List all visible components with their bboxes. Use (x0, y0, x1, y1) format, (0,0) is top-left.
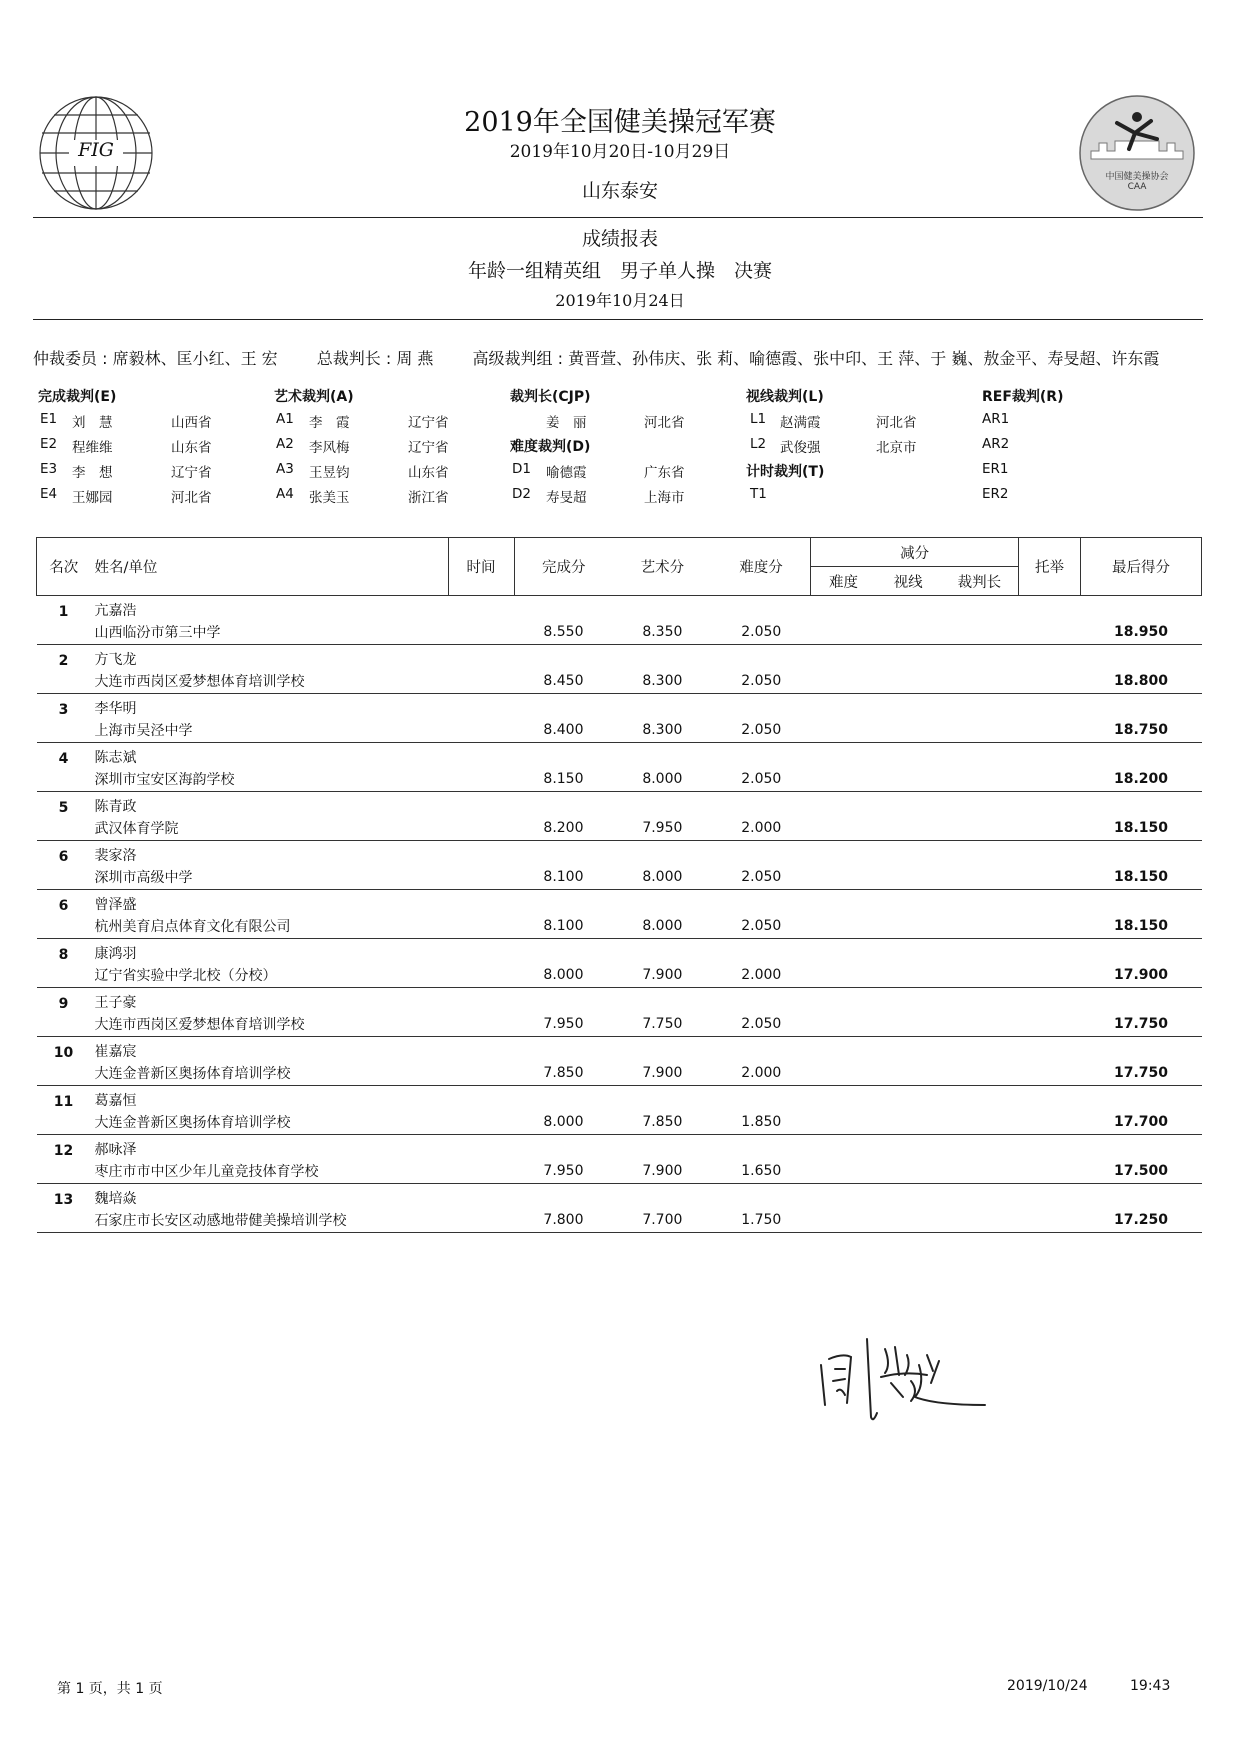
athlete-unit: 武汉体育学院 (90, 816, 448, 841)
line-prov-1: 河北省 (876, 415, 917, 431)
athlete-name: 亢嘉浩 (94, 603, 137, 619)
diff-score: 1.850 (712, 1110, 811, 1135)
diff-score: 2.050 (712, 767, 811, 792)
col-lift: 托举 (1019, 538, 1081, 596)
difficulty-title: 难度裁判(D) (510, 439, 591, 455)
diff-score: 1.650 (712, 1159, 811, 1184)
time-code: T1 (750, 486, 767, 502)
athlete-unit: 杭州美育启点体育文化有限公司 (90, 914, 448, 939)
diff-prov-2: 上海市 (644, 490, 685, 506)
rank: 11 (53, 1094, 74, 1110)
athlete-unit: 深圳市高级中学 (90, 865, 448, 890)
exec-score: 8.150 (514, 767, 613, 792)
athlete-unit: 大连金普新区奥扬体育培训学校 (90, 1061, 448, 1086)
art-score: 7.850 (613, 1110, 712, 1135)
final-score: 17.700 (1081, 1110, 1202, 1135)
caa-logo-cn: 中国健美操协会 (1105, 172, 1169, 182)
fig-logo-text: FIG (78, 139, 114, 161)
cjp-prov: 河北省 (644, 415, 685, 431)
exec-score: 8.100 (514, 865, 613, 890)
competition-title: 2019年全国健美操冠军赛 (464, 107, 776, 138)
art-prov-4: 浙江省 (408, 490, 449, 506)
exec-code-4: E4 (40, 486, 58, 502)
final-score: 17.750 (1081, 1061, 1202, 1086)
diff-score: 2.000 (712, 1061, 811, 1086)
athlete-name: 康鸿羽 (94, 946, 137, 962)
table-row-unit (37, 1159, 1202, 1184)
exec-code-1: E1 (40, 411, 58, 427)
diff-score: 2.050 (712, 865, 811, 890)
exec-score: 8.450 (514, 669, 613, 694)
exec-prov-3: 辽宁省 (171, 465, 212, 481)
art-score: 7.750 (613, 1012, 712, 1037)
diff-code-2: D2 (512, 486, 531, 502)
table-row (37, 743, 1202, 768)
report-event: 年龄一组精英组 男子单人操 决赛 (467, 260, 772, 282)
table-row-unit (37, 914, 1202, 939)
athlete-name: 陈青政 (94, 799, 137, 815)
table-row (37, 841, 1202, 866)
exec-name-4: 王娜园 (72, 490, 113, 506)
art-score: 8.350 (613, 620, 712, 645)
line-code-1: L1 (750, 411, 767, 427)
table-row-unit (37, 669, 1202, 694)
judges-panels (38, 386, 1198, 506)
table-row (37, 645, 1202, 670)
exec-name-3: 李 想 (72, 465, 113, 481)
table-row (37, 694, 1202, 719)
final-score: 18.150 (1081, 865, 1202, 890)
table-row-unit (37, 718, 1202, 743)
diff-name-1: 喻德霞 (546, 465, 587, 481)
col-exec: 完成分 (514, 538, 613, 596)
final-score: 18.800 (1081, 669, 1202, 694)
rank: 5 (58, 800, 69, 816)
art-prov-2: 辽宁省 (408, 440, 449, 456)
final-score: 17.500 (1081, 1159, 1202, 1184)
ref-code-2: AR2 (982, 436, 1010, 452)
art-score: 8.000 (613, 865, 712, 890)
cjp-title: 裁判长(CJP) (510, 389, 591, 405)
execution-title: 完成裁判(E) (38, 389, 117, 405)
athlete-unit: 大连市西岗区爱梦想体育培训学校 (90, 669, 448, 694)
exec-score: 7.800 (514, 1208, 613, 1233)
table-row-unit (37, 1012, 1202, 1037)
col-time: 时间 (448, 538, 514, 596)
col-deduct-diff: 难度 (811, 567, 876, 596)
exec-code-2: E2 (40, 436, 58, 452)
diff-score: 2.050 (712, 718, 811, 743)
report-date: 2019年10月24日 (555, 291, 685, 310)
table-row (37, 1184, 1202, 1209)
exec-prov-4: 河北省 (171, 490, 212, 506)
art-code-3: A3 (276, 461, 294, 477)
competition-dates: 2019年10月20日-10月29日 (509, 142, 731, 162)
athlete-unit: 辽宁省实验中学北校（分校） (90, 963, 448, 988)
diff-score: 2.050 (712, 669, 811, 694)
print-time: 19:43 (1130, 1678, 1171, 1694)
diff-score: 2.000 (712, 816, 811, 841)
jury-chief: 总裁判长 : 周 燕 (316, 349, 434, 368)
table-row-unit (37, 620, 1202, 645)
final-score: 17.750 (1081, 1012, 1202, 1037)
athlete-name: 葛嘉恒 (94, 1093, 137, 1109)
exec-score: 8.000 (514, 1110, 613, 1135)
page-indicator: 第 1 页，共 1 页 (57, 1681, 163, 1697)
table-row-unit (37, 1061, 1202, 1086)
final-score: 17.250 (1081, 1208, 1202, 1233)
header-divider (33, 217, 1203, 218)
rank: 6 (58, 849, 69, 865)
rank: 2 (58, 653, 69, 669)
jury-line (33, 346, 1163, 369)
athlete-unit: 深圳市宝安区海韵学校 (90, 767, 448, 792)
diff-score: 2.000 (712, 963, 811, 988)
art-name-2: 李风梅 (309, 440, 350, 456)
col-rank: 名次 (37, 538, 91, 596)
athlete-unit: 上海市吴泾中学 (90, 718, 448, 743)
table-row-unit (37, 1208, 1202, 1233)
art-score: 8.000 (613, 914, 712, 939)
art-score: 7.900 (613, 1159, 712, 1184)
athlete-name: 李华明 (94, 701, 137, 717)
ref-code-1: AR1 (982, 411, 1010, 427)
exec-code-3: E3 (40, 461, 58, 477)
diff-code-1: D1 (512, 461, 531, 477)
final-score: 18.150 (1081, 914, 1202, 939)
art-score: 8.300 (613, 718, 712, 743)
exec-score: 7.950 (514, 1012, 613, 1037)
competition-place: 山东泰安 (581, 180, 658, 202)
art-name-4: 张美玉 (309, 490, 350, 506)
rank: 8 (58, 947, 69, 963)
subheader-divider (33, 319, 1203, 320)
table-row (37, 988, 1202, 1013)
diff-score: 2.050 (712, 914, 811, 939)
rank: 4 (58, 751, 69, 767)
diff-prov-1: 广东省 (644, 465, 685, 481)
final-score: 18.750 (1081, 718, 1202, 743)
art-code-2: A2 (276, 436, 294, 452)
final-score: 18.200 (1081, 767, 1202, 792)
athlete-unit: 大连市西岗区爱梦想体育培训学校 (90, 1012, 448, 1037)
col-deduct-line: 视线 (876, 567, 941, 596)
col-art: 艺术分 (613, 538, 712, 596)
final-score: 18.150 (1081, 816, 1202, 841)
cjp-name: 姜 丽 (546, 415, 587, 431)
print-date: 2019/10/24 (1007, 1678, 1088, 1694)
art-name-3: 王昱钧 (309, 465, 350, 481)
athlete-name: 郝咏泽 (94, 1142, 137, 1158)
table-row-unit (37, 865, 1202, 890)
table-row-unit (37, 767, 1202, 792)
table-row-unit (37, 963, 1202, 988)
table-row (37, 890, 1202, 915)
exec-prov-1: 山西省 (171, 415, 212, 431)
table-row (37, 792, 1202, 817)
art-score: 7.900 (613, 963, 712, 988)
athlete-unit: 石家庄市长安区动感地带健美操培训学校 (90, 1208, 448, 1233)
athlete-name: 魏培焱 (94, 1191, 137, 1207)
art-score: 7.700 (613, 1208, 712, 1233)
exec-name-2: 程维维 (72, 440, 113, 456)
art-prov-3: 山东省 (408, 465, 449, 481)
line-name-1: 赵满霞 (780, 415, 821, 431)
time-title: 计时裁判(T) (746, 464, 825, 480)
exec-score: 8.400 (514, 718, 613, 743)
rank: 3 (58, 702, 69, 718)
exec-score: 8.000 (514, 963, 613, 988)
table-row (37, 1086, 1202, 1111)
table-row (37, 939, 1202, 964)
rank: 10 (53, 1045, 74, 1061)
rank: 13 (53, 1192, 74, 1208)
exec-score: 8.550 (514, 620, 613, 645)
report-title: 成绩报表 (581, 228, 658, 250)
art-score: 7.900 (613, 1061, 712, 1086)
table-row (37, 1037, 1202, 1062)
col-diff: 难度分 (712, 538, 811, 596)
col-deduct-cjp: 裁判长 (941, 567, 1019, 596)
athlete-name: 崔嘉宸 (94, 1044, 137, 1060)
exec-score: 8.100 (514, 914, 613, 939)
results-body (37, 596, 1202, 1233)
exec-score: 7.850 (514, 1061, 613, 1086)
col-deduct: 减分 (811, 538, 1019, 567)
rank: 9 (58, 996, 69, 1012)
diff-score: 2.050 (712, 1012, 811, 1037)
athlete-unit: 枣庄市市中区少年儿童竞技体育学校 (90, 1159, 448, 1184)
diff-score: 2.050 (712, 620, 811, 645)
line-name-2: 武俊强 (780, 440, 821, 456)
art-code-1: A1 (276, 411, 294, 427)
art-score: 7.950 (613, 816, 712, 841)
caa-logo-en: CAA (1127, 182, 1147, 192)
diff-score: 1.750 (712, 1208, 811, 1233)
ref-code-4: ER2 (982, 486, 1009, 502)
final-score: 17.900 (1081, 963, 1202, 988)
jury-senior: 高级裁判组 : 黄晋萱、孙伟庆、张 莉、喻德霞、张中印、王 萍、于 巍、敖金平、寿旻超、许东霞 (472, 349, 1160, 368)
table-row-unit (37, 1110, 1202, 1135)
artistic-title: 艺术裁判(A) (274, 389, 354, 405)
athlete-name: 裴家洛 (94, 848, 137, 864)
line-title: 视线裁判(L) (746, 389, 824, 405)
ref-code-3: ER1 (982, 461, 1009, 477)
athlete-name: 曾泽盛 (94, 897, 137, 913)
rank: 6 (58, 898, 69, 914)
results-table (36, 537, 1202, 1233)
ref-title: REF裁判(R) (982, 389, 1064, 405)
table-row (37, 1135, 1202, 1160)
line-code-2: L2 (750, 436, 767, 452)
art-score: 8.000 (613, 767, 712, 792)
line-prov-2: 北京市 (876, 440, 917, 456)
table-row-unit (37, 816, 1202, 841)
table-row (37, 596, 1202, 621)
athlete-name: 陈志斌 (94, 750, 137, 766)
art-prov-1: 辽宁省 (408, 415, 449, 431)
jury-appeal: 仲裁委员 : 席毅林、匡小红、王 宏 (33, 349, 278, 368)
art-code-4: A4 (276, 486, 294, 502)
athlete-name: 王子豪 (94, 995, 137, 1011)
signature (815, 1325, 995, 1425)
exec-name-1: 刘 慧 (72, 415, 113, 431)
col-name: 姓名/单位 (90, 538, 448, 596)
rank: 12 (53, 1143, 74, 1159)
final-score: 18.950 (1081, 620, 1202, 645)
exec-prov-2: 山东省 (171, 440, 212, 456)
exec-score: 7.950 (514, 1159, 613, 1184)
athlete-unit: 山西临汾市第三中学 (90, 620, 448, 645)
athlete-unit: 大连金普新区奥扬体育培训学校 (90, 1110, 448, 1135)
athlete-name: 方飞龙 (94, 652, 137, 668)
diff-name-2: 寿旻超 (546, 490, 587, 506)
exec-score: 8.200 (514, 816, 613, 841)
art-name-1: 李 霞 (309, 415, 350, 431)
art-score: 8.300 (613, 669, 712, 694)
col-final: 最后得分 (1081, 538, 1202, 596)
rank: 1 (58, 604, 69, 620)
